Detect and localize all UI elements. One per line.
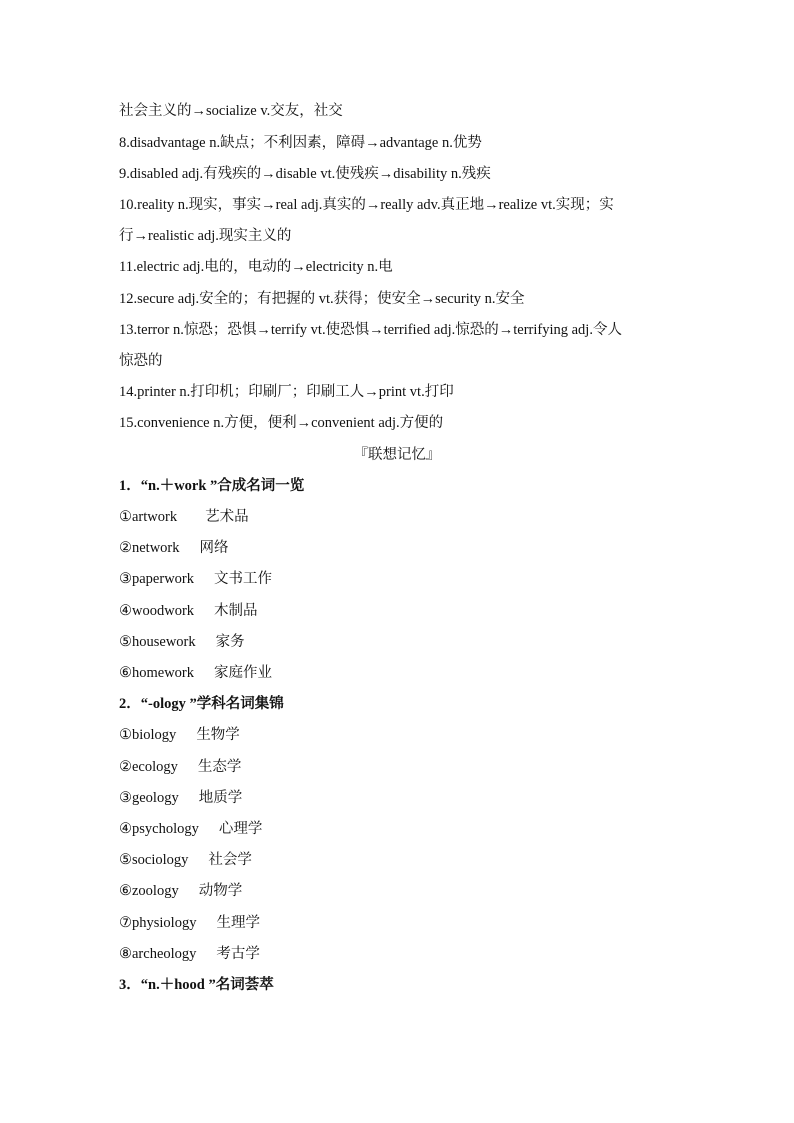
list-item [119,601,678,621]
term-en: ⑤housework [119,634,196,650]
list-item [119,788,678,808]
list-item [119,538,678,558]
group-heading: 1．“n.＋work ”合成名词一览 [119,478,305,494]
term-en: ⑧archeology [119,946,197,962]
term-zh: 社会学 [208,852,252,868]
term-en: ③geology [119,790,179,806]
term-en: ①biology [119,727,177,743]
term-en: ③paperwork [119,571,194,587]
term-zh: 地质学 [198,790,243,806]
list-item [119,632,678,652]
term-zh: 家庭作业 [214,665,273,681]
term-en: ④woodwork [119,603,195,619]
list-item [119,507,678,527]
list-item [119,944,678,964]
term-en: ④psychology [119,821,199,837]
term-zh: 文书工作 [214,571,272,587]
section-title: 『联想记忆』 [353,447,441,463]
term-en: ①artwork [119,509,178,525]
list-item [119,569,678,589]
list-item [119,819,678,839]
term-en: ②ecology [119,759,178,775]
term-en: ②network [119,540,180,556]
term-zh: 心理学 [218,821,263,837]
entry-line: 社会主义的→socialize v.交友，社交 [119,103,343,119]
entry-line: 10.reality n.现实，事实→real adj.真实的→really adv.真正地→realize vt.实现；实 [119,197,614,213]
term-zh: 家务 [215,634,245,650]
term-zh: 生理学 [216,915,260,931]
list-item [119,757,678,777]
term-en: ⑦physiology [119,915,197,931]
entry-line: 14.printer n.打印机；印刷厂；印刷工人→print vt.打印 [119,384,454,400]
list-item [119,913,678,933]
list-item [119,725,678,745]
group-heading: 2．“-ology ”学科名词集锦 [119,696,284,712]
term-zh: 网络 [199,540,229,556]
term-zh: 艺术品 [205,509,249,525]
term-zh: 生物学 [196,727,240,743]
entry-line: 13.terror n.惊恐；恐惧→terrify vt.使恐惧→terrified adj.惊恐的→terrifying adj.令人 [119,322,622,338]
list-item [119,663,678,683]
entry-line: 9.disabled adj.有残疾的→disable vt.使残疾→disability n.残疾 [119,166,491,182]
group-heading: 3．“n.＋hood ”名词荟萃 [119,977,274,993]
list-item [119,881,678,901]
entry-line: 行→realistic adj.现实主义的 [119,228,292,244]
entry-line: 惊恐的 [119,353,163,369]
term-zh: 考古学 [216,946,260,962]
term-en: ⑤sociology [119,852,189,868]
term-zh: 动物学 [198,883,243,899]
list-item [119,850,678,870]
entry-line: 15.convenience n.方便，便利→convenient adj.方便的 [119,415,444,431]
term-zh: 生态学 [197,759,242,775]
term-en: ⑥homework [119,665,195,681]
entry-line: 8.disadvantage n.缺点；不利因素，障碍→advantage n.优势 [119,135,482,151]
entry-line: 11.electric adj.电的，电动的→electricity n.电 [119,259,393,275]
term-zh: 木制品 [214,603,258,619]
entry-line: 12.secure adj.安全的；有把握的 vt.获得；使安全→security n.安全 [119,291,525,307]
term-en: ⑥zoology [119,883,179,899]
